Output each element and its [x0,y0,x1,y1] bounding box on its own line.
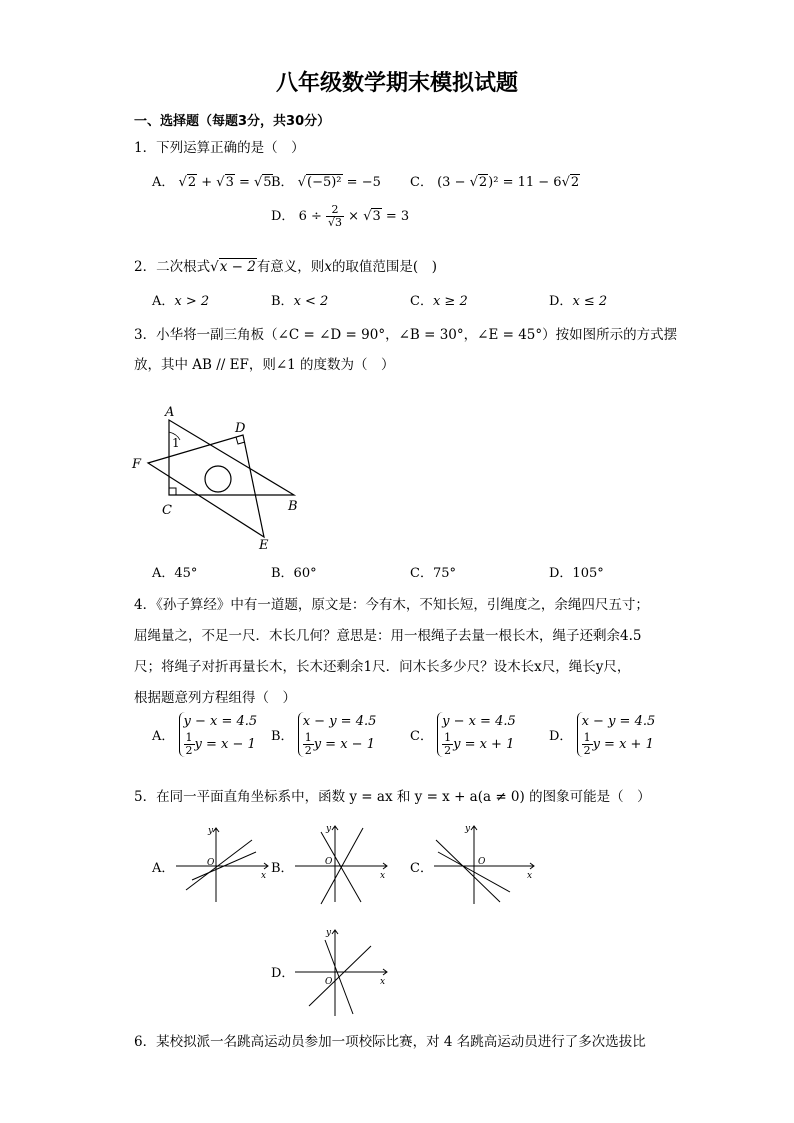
question-1-option-a: A． √2 + √3 = √5 [152,175,272,190]
question-6-line-1: 6．某校拟派一名跳高运动员参加一项校际比赛，对 4 名跳高运动员进行了多次选拔比 [134,1034,646,1050]
question-2-option-c: C．x ≥ 2 [410,294,468,309]
question-4-line-3: 尺；将绳子对折再量长木，长木还剩余1尺．问木长多少尺？设木长x尺，绳长y尺， [134,659,631,675]
question-1-option-b: B． √(−5)² = −5 [271,175,381,190]
question-2-option-b: B．x < 2 [271,294,329,309]
label-b: B [288,499,298,514]
question-2-option-d: D．x ≤ 2 [549,294,608,309]
question-4-option-c: C． y − x = 4.5 $\frac{1}{2}$ y = x + 1 [410,714,516,757]
question-3-option-c: C．75° [410,566,456,581]
section-heading: 一、选择题（每题3分，共30分） [134,114,331,129]
svg-text:x: x [527,871,533,881]
label-a: A [165,405,175,420]
label-f: F [132,457,142,472]
question-1-option-c: C． (3 − √2)² = 11 − 6√2 [410,175,580,190]
question-5-graph-a [172,822,272,906]
question-3-option-a: A．45° [152,566,198,581]
question-1-stem: 1．下列运算正确的是（ ） [134,140,305,156]
question-3-option-b: B．60° [271,566,317,581]
svg-text:O: O [478,857,486,867]
question-5-label-c: C． [410,861,433,876]
label-d: D [235,421,246,436]
page-title: 八年级数学期末模拟试题 [275,71,518,96]
triangle-figure [128,402,308,552]
question-5-stem: 5．在同一平面直角坐标系中，函数 y = ax 和 y = x + a(a ≠ 0) 的图象可能是（ ） [134,789,651,805]
question-4-line-2: 屈绳量之，不足一尺．木长几何？意思是：用一根绳子去量一根长木，绳子还剩余4.5 [134,628,642,644]
question-3-option-d: D．105° [549,566,604,581]
label-e: E [259,538,269,552]
question-4-line-4: 根据题意列方程组得（ ） [134,690,296,706]
label-c: C [162,503,172,518]
question-5-graph-c [430,822,540,906]
svg-text:y: y [208,826,214,836]
question-4-option-b: B． x − y = 4.5 $\frac{1}{2}$ y = x − 1 [271,714,377,757]
svg-text:x: x [261,871,267,881]
question-4-option-d: D． x − y = 4.5 $\frac{1}{2}$ y = x + 1 [549,714,656,757]
svg-text:O: O [325,857,333,867]
question-4-line-1: 4．《孙子算经》中有一道题，原文是：今有木，不知长短，引绳度之，余绳四尺五寸； [134,597,649,613]
question-2-stem: 2．二次根式√x − 2有意义，则x的取值范围是( ) [134,259,437,275]
question-1-option-d: D． 6 ÷ $\frac{2}{√3}$ × √3 = 3 [271,203,410,229]
question-5-graph-d [291,926,391,1020]
svg-text:x: x [380,977,386,987]
svg-text:O: O [325,977,333,987]
question-3-line-1: 3．小华将一副三角板（∠C = ∠D = 90°，∠B = 30°，∠E = 45°）按如图所示的方式摆 [134,327,678,343]
question-2-option-a: A．x > 2 [152,294,210,309]
label-angle-1: 1 [172,436,180,450]
svg-text:x: x [380,871,386,881]
question-5-graph-b [291,822,391,906]
question-5-label-d: D． [271,966,295,981]
svg-text:y: y [465,824,471,834]
question-5-label-a: A． [152,861,175,876]
question-3-line-2: 放，其中 AB // EF，则∠1 的度数为（ ） [134,357,395,373]
question-4-option-a: A． y − x = 4.5 $\frac{1}{2}$ y = x − 1 [152,714,258,757]
svg-text:y: y [326,824,332,834]
question-5-label-b: B． [271,861,294,876]
svg-text:O: O [207,858,215,868]
svg-text:y: y [326,928,332,938]
